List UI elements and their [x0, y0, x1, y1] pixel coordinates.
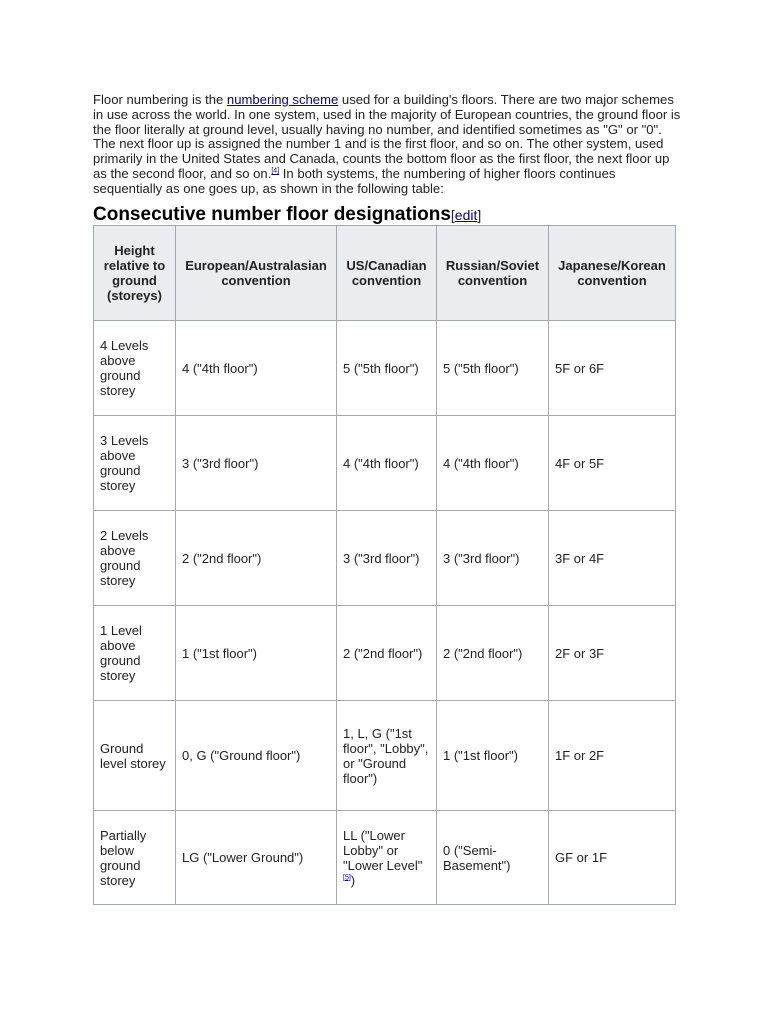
- citation-4-link[interactable]: [4]: [271, 167, 280, 175]
- edit-link[interactable]: edit: [454, 207, 478, 223]
- cell-russian-soviet: 3 ("3rd floor"): [437, 511, 549, 606]
- cell-height: 1 Level above ground storey: [94, 606, 176, 701]
- cell-us-canadian-close: ): [350, 872, 356, 888]
- cell-russian-soviet: 2 ("2nd floor"): [437, 606, 549, 701]
- cell-european: LG ("Lower Ground"): [176, 811, 337, 905]
- cell-us-canadian: 4 ("4th floor"): [337, 416, 437, 511]
- table-row: [94, 321, 676, 416]
- intro-text-start: Floor numbering is the: [93, 92, 227, 107]
- table-row: [94, 606, 676, 701]
- intro-text-end: In both systems, the numbering of higher floors continues sequentially as one goes up, as shown in the following table:: [93, 165, 616, 196]
- intro-text-middle: used for a building's floors. There are two major schemes in use across the world. In one system, used in the majority of European countries, the ground floor is the floor literally at ground level, usually having no number, and identified sometimes as "G" or "0". The next floor up is assigned the number 1 and is the first floor, and so on. The other system, used primarily in the United States and Canada, counts the bottom floor as the first floor, the next floor up as the second floor, and so on.: [93, 92, 681, 181]
- cell-us-canadian: 3 ("3rd floor"): [337, 511, 437, 606]
- cell-height: 2 Levels above ground storey: [94, 511, 176, 606]
- header-japanese-korean: Japanese/Korean convention: [549, 226, 676, 321]
- intro-paragraph: [93, 93, 683, 197]
- citation-5: [343, 874, 351, 881]
- floor-designations-table: [93, 225, 676, 905]
- cell-us-canadian: [337, 811, 437, 905]
- edit-bracket-open: [: [450, 207, 455, 223]
- cell-russian-soviet: 0 ("Semi-Basement"): [437, 811, 549, 905]
- table-row: [94, 811, 676, 905]
- cell-european: 0, G ("Ground floor"): [176, 701, 337, 811]
- cell-russian-soviet: 5 ("5th floor"): [437, 321, 549, 416]
- cell-japanese-korean: 1F or 2F: [549, 701, 676, 811]
- numbering-scheme-link[interactable]: numbering scheme: [226, 92, 339, 107]
- cell-height: Partially below ground storey: [94, 811, 176, 905]
- cell-japanese-korean: 4F or 5F: [549, 416, 676, 511]
- cell-height: 3 Levels above ground storey: [94, 416, 176, 511]
- cell-russian-soviet: 1 ("1st floor"): [437, 701, 549, 811]
- header-height: Height relative to ground (storeys): [94, 226, 176, 321]
- cell-us-canadian: 1, L, G ("1st floor", "Lobby", or "Ground floor"): [337, 701, 437, 811]
- cell-european: 2 ("2nd floor"): [176, 511, 337, 606]
- cell-us-canadian: 5 ("5th floor"): [337, 321, 437, 416]
- header-european: European/Australasian convention: [176, 226, 337, 321]
- cell-height: Ground level storey: [94, 701, 176, 811]
- cell-us-canadian: 2 ("2nd floor"): [337, 606, 437, 701]
- table-header-row: [94, 226, 676, 321]
- cell-russian-soviet: 4 ("4th floor"): [437, 416, 549, 511]
- section-title: Consecutive number floor designations: [93, 204, 451, 225]
- header-us-canadian: US/Canadian convention: [337, 226, 437, 321]
- edit-bracket-close: ]: [477, 207, 482, 223]
- cell-european: 4 ("4th floor"): [176, 321, 337, 416]
- cell-japanese-korean: 2F or 3F: [549, 606, 676, 701]
- cell-japanese-korean: 3F or 4F: [549, 511, 676, 606]
- edit-section: [451, 207, 481, 223]
- cell-japanese-korean: GF or 1F: [549, 811, 676, 905]
- cell-height: 4 Levels above ground storey: [94, 321, 176, 416]
- citation-5-link[interactable]: [5]: [343, 874, 351, 882]
- cell-japanese-korean: 5F or 6F: [549, 321, 676, 416]
- table-row: [94, 701, 676, 811]
- cell-european: 1 ("1st floor"): [176, 606, 337, 701]
- cell-us-canadian-text: LL ("Lower Lobby" or "Lower Level": [343, 827, 423, 873]
- citation-4: [271, 168, 279, 175]
- header-russian-soviet: Russian/Soviet convention: [437, 226, 549, 321]
- section-heading: [93, 203, 481, 227]
- cell-european: 3 ("3rd floor"): [176, 416, 337, 511]
- table-row: [94, 416, 676, 511]
- table-row: [94, 511, 676, 606]
